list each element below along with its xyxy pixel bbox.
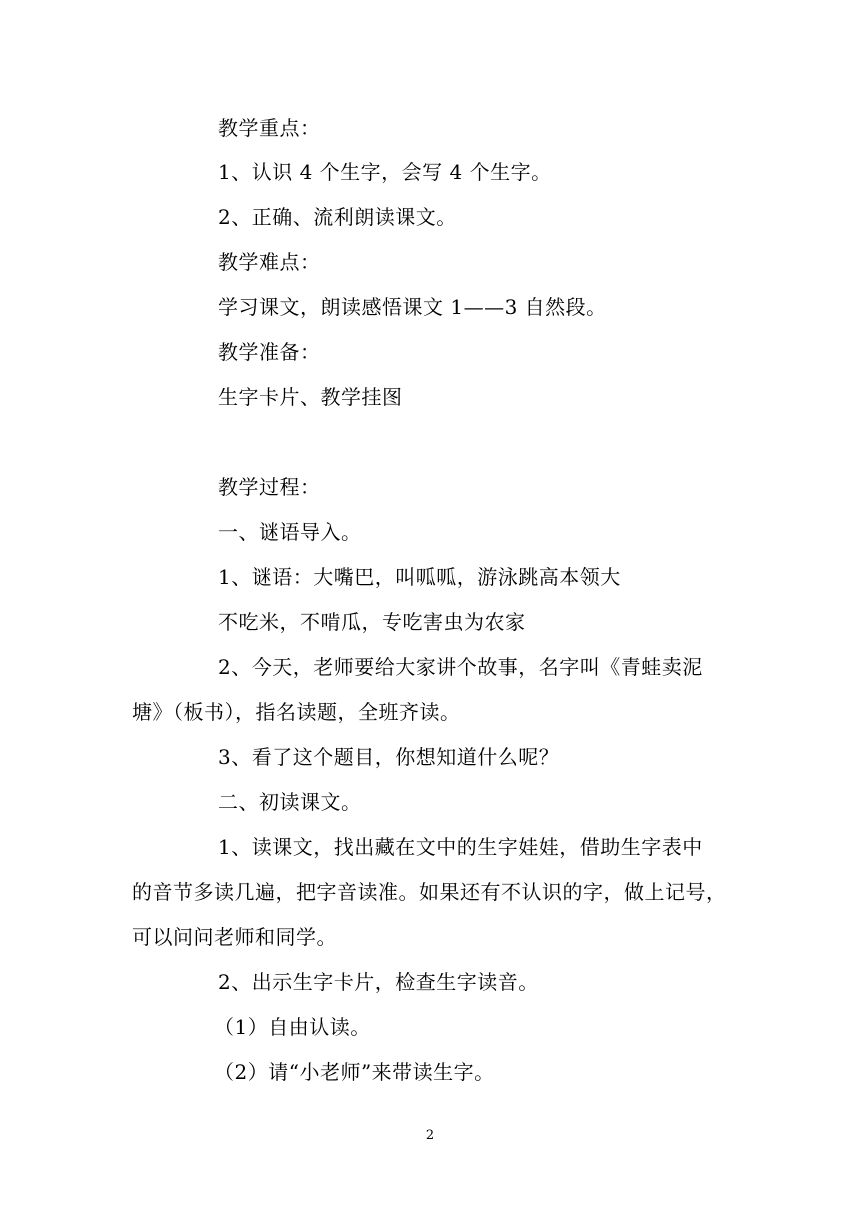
heading-teaching-focus: 教学重点： — [218, 116, 321, 140]
page-number: 2 — [425, 1128, 435, 1143]
list-item: （2）请“小老师”来带读生字。 — [214, 1060, 495, 1084]
paragraph: 1、读课文，找出藏在文中的生字娃娃，借助生字表中 — [218, 835, 703, 859]
paragraph: 2、出示生字卡片，检查生字读音。 — [218, 970, 539, 994]
section-heading: 二、初读课文。 — [218, 790, 362, 814]
heading-teaching-difficulty: 教学难点： — [218, 250, 321, 274]
paragraph: 1、谜语：大嘴巴，叫呱呱，游泳跳高本领大 — [218, 565, 621, 589]
paragraph-continuation: 可以问问老师和同学。 — [132, 925, 337, 949]
paragraph: 生字卡片、教学挂图 — [218, 385, 403, 409]
paragraph: 3、看了这个题目，你想知道什么呢？ — [218, 745, 560, 769]
paragraph-continuation: 的音节多读几遍，把字音读准。如果还有不认识的字，做上记号， — [132, 880, 727, 904]
paragraph-continuation: 塘》（板书），指名读题，全班齐读。 — [132, 700, 461, 724]
paragraph: 学习课文，朗读感悟课文 1——3 自然段。 — [218, 295, 607, 319]
section-heading: 一、谜语导入。 — [218, 520, 362, 544]
paragraph: 1、认识 4 个生字，会写 4 个生字。 — [218, 160, 552, 184]
list-item: （1）自由认读。 — [214, 1015, 371, 1039]
paragraph: 不吃米，不啃瓜，专吃害虫为农家 — [218, 610, 526, 634]
paragraph: 2、正确、流利朗读课文。 — [218, 205, 457, 229]
paragraph: 2、今天，老师要给大家讲个故事，名字叫《青蛙卖泥 — [218, 655, 703, 679]
heading-teaching-preparation: 教学准备： — [218, 340, 321, 364]
heading-teaching-process: 教学过程： — [218, 475, 321, 499]
